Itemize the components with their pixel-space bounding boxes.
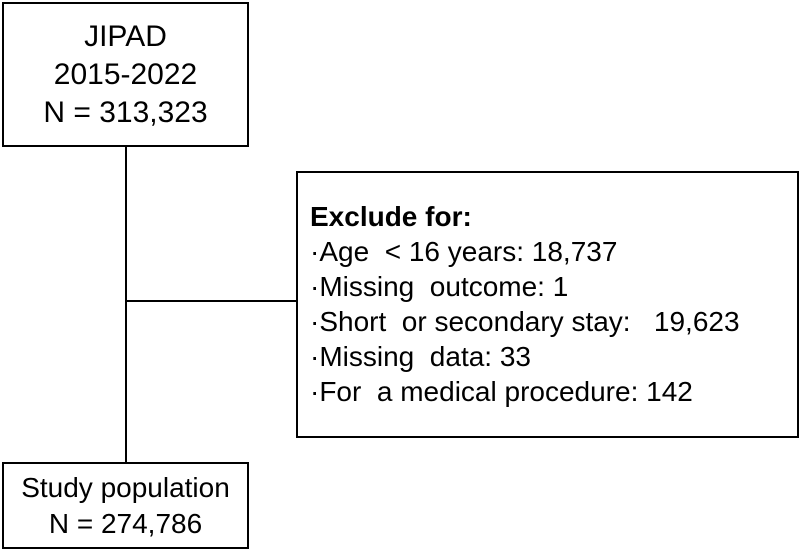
exclusion-item-medical-procedure: ·For a medical procedure: 142 [310, 376, 693, 407]
source-count: N = 313,323 [43, 95, 208, 129]
source-years: 2015-2022 [53, 57, 198, 91]
study-population-box [2, 462, 249, 549]
study-population-label: Study population [21, 471, 230, 503]
source-name: JIPAD [84, 19, 167, 53]
flow-vertical-connector [125, 147, 127, 462]
flow-horizontal-connector [125, 300, 296, 302]
exclusion-item-missing-data: ·Missing data: 33 [310, 341, 531, 372]
exclusion-box [296, 171, 799, 438]
study-population-count: N = 274,786 [48, 507, 203, 539]
exclusion-item-short-stay: ·Short or secondary stay: 19,623 [310, 306, 740, 337]
source-population-box [2, 2, 249, 147]
exclusion-heading: Exclude for: [310, 201, 472, 232]
exclusion-item-age: ·Age < 16 years: 18,737 [310, 236, 618, 267]
exclusion-item-missing-outcome: ·Missing outcome: 1 [310, 271, 569, 302]
